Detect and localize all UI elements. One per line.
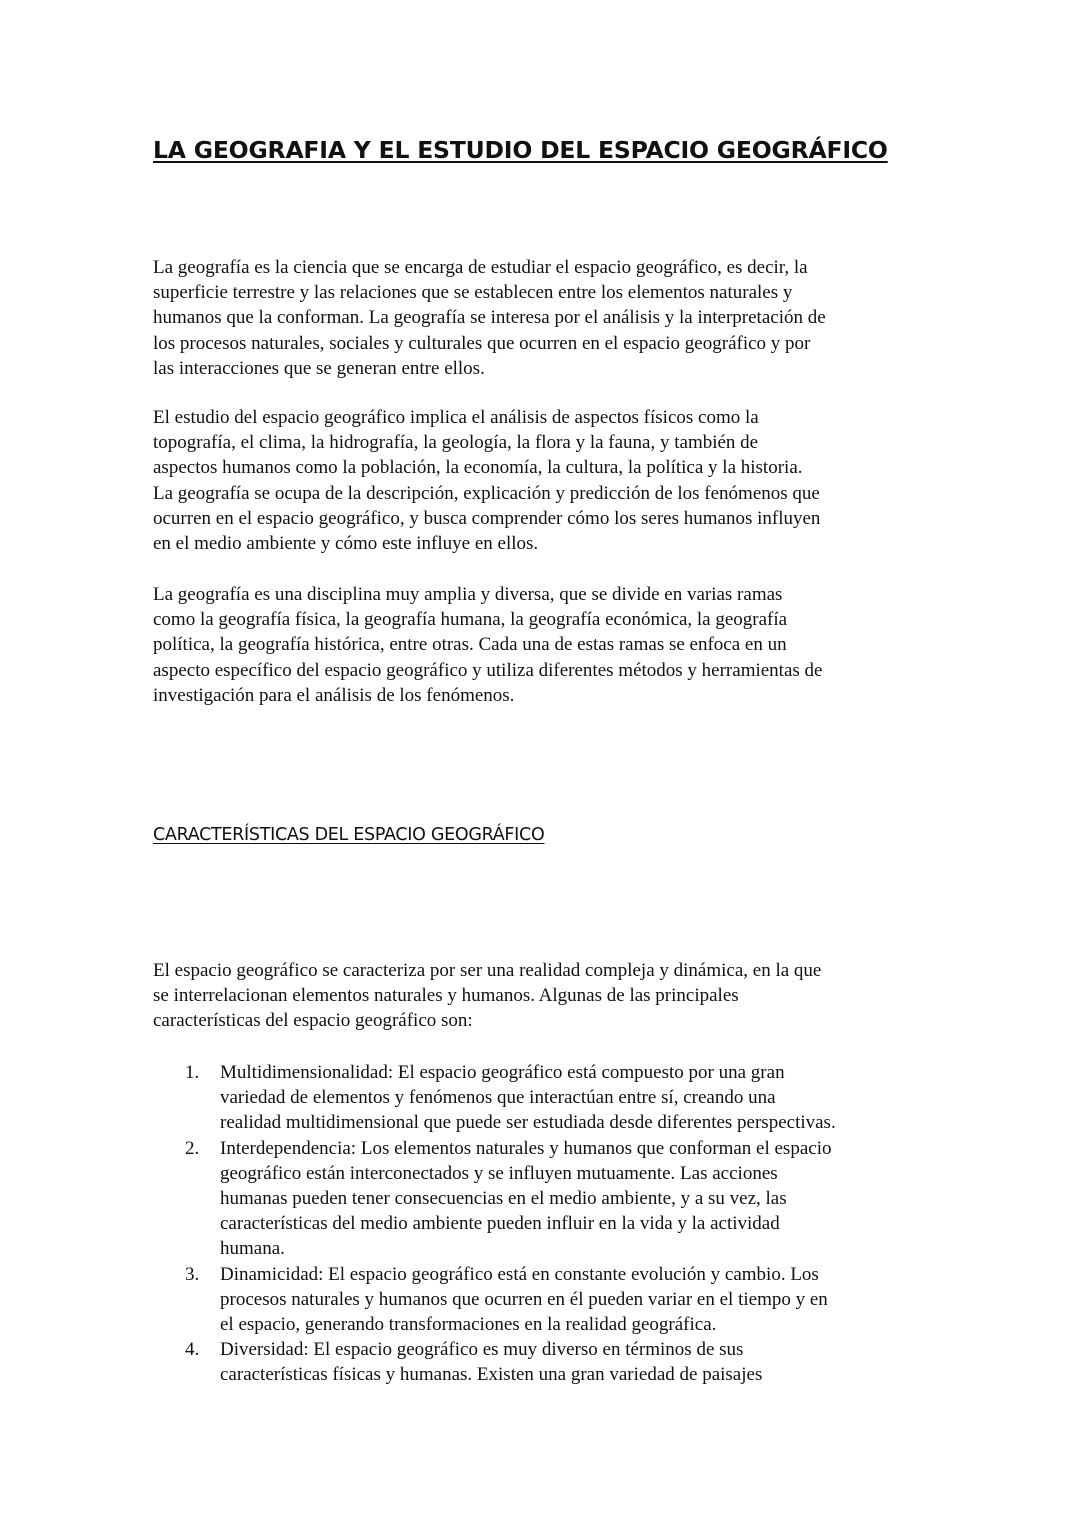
section-heading: CARACTERÍSTICAS DEL ESPACIO GEOGRÁFICO [153,825,545,845]
list-item-number: 3. [185,1263,200,1285]
text-line: El espacio geográfico se caracteriza por ser una realidad compleja y dinámica, en la que [153,960,822,981]
list-item [153,1060,836,1136]
text-line: se interrelacionan elementos naturales y humanos. Algunas de las principales [153,985,739,1007]
section-intro-paragraph [153,958,821,1034]
list-item [153,1337,836,1387]
list-item-number: 4. [185,1339,200,1361]
text-line: el espacio, generando transformaciones en la realidad geográfica. [220,1314,717,1336]
text-line: superficie terrestre y las relaciones que se establecen entre los elementos naturales y [153,282,793,304]
text-line: El estudio del espacio geográfico implica el análisis de aspectos físicos como la [153,407,759,428]
list-item [153,1136,836,1262]
text-line: humanas pueden tener consecuencias en el medio ambiente, y a su vez, las [220,1188,787,1210]
text-line: como la geografía física, la geografía humana, la geografía económica, la geografía [153,609,788,631]
text-line: aspecto específico del espacio geográfico y utiliza diferentes métodos y herramientas de [153,659,823,681]
text-line: características físicas y humanas. Existen una gran variedad de paisajes [220,1364,763,1386]
text-line: características del medio ambiente pueden influir en la vida y la actividad [220,1213,780,1235]
text-line: geográfico están interconectados y se influyen mutuamente. Las acciones [220,1162,778,1184]
intro-paragraph-2 [153,405,820,556]
text-line: Interdependencia: Los elementos naturales y humanos que conforman el espacio [220,1137,832,1159]
document-title: LA GEOGRAFIA Y EL ESTUDIO DEL ESPACIO GEOGRÁFICO [153,136,888,164]
text-line: aspectos humanos como la población, la economía, la cultura, la política y la historia. [153,457,803,479]
text-line: política, la geografía histórica, entre otras. Cada una de estas ramas se enfoca en un [153,634,787,656]
list-item-number: 1. [185,1062,200,1083]
text-line: variedad de elementos y fenómenos que interactúan entre sí, creando una [220,1087,776,1109]
text-line: realidad multidimensional que puede ser estudiada desde diferentes perspectivas. [220,1112,836,1134]
text-line: Dinamicidad: El espacio geográfico está en constante evolución y cambio. Los [220,1263,819,1285]
text-line: La geografía es la ciencia que se encarga de estudiar el espacio geográfico, es decir, la [153,257,808,278]
list-item-number: 2. [185,1137,200,1159]
list-item [153,1262,836,1338]
text-line: topografía, el clima, la hidrografía, la geología, la flora y la fauna, y también de [153,432,759,454]
characteristics-list [153,1060,836,1388]
text-line: La geografía se ocupa de la descripción, explicación y predicción de los fenómenos que [153,482,820,504]
text-line: los procesos naturales, sociales y culturales que ocurren en el espacio geográfico y por [153,332,811,354]
text-line: Diversidad: El espacio geográfico es muy diverso en términos de sus [220,1339,744,1361]
text-line: procesos naturales y humanos que ocurren en él pueden variar en el tiempo y en [220,1288,828,1310]
text-line: Multidimensionalidad: El espacio geográfico está compuesto por una gran [220,1062,785,1083]
text-line: características del espacio geográfico son: [153,1010,473,1032]
text-line: investigación para el análisis de los fenómenos. [153,684,515,706]
intro-paragraph-1 [153,255,826,381]
text-line: ocurren en el espacio geográfico, y busca comprender cómo los seres humanos influyen [153,507,821,529]
text-line: humanos que la conforman. La geografía se interesa por el análisis y la interpretación de [153,307,826,329]
text-line: en el medio ambiente y cómo este influye en ellos. [153,533,539,555]
text-line: las interacciones que se generan entre ellos. [153,357,485,379]
text-line: humana. [220,1238,285,1260]
text-line: La geografía es una disciplina muy amplia y diversa, que se divide en varias ramas [153,584,783,605]
intro-paragraph-3 [153,582,822,708]
